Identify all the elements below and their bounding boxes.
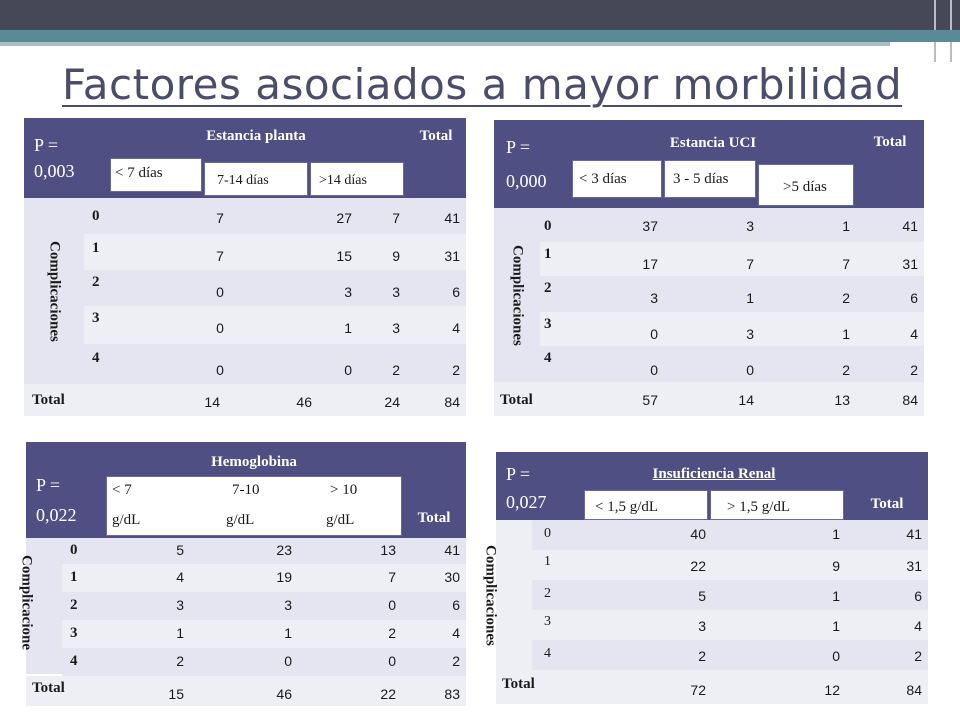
col-header-line1: > 10 [330, 482, 358, 498]
col-header-line1: 7-10 [232, 482, 260, 498]
cell-value: 0 [344, 362, 352, 378]
total-header: Total [402, 442, 466, 538]
cell-value: 7 [216, 248, 224, 264]
cell-value: 7 [842, 256, 850, 272]
cell-value: 31 [444, 248, 460, 264]
row-key: 1 [544, 554, 551, 569]
row-key: 2 [92, 274, 100, 290]
table-row [532, 520, 928, 550]
p-value: 0,000 [506, 171, 547, 191]
cell-value: 6 [910, 290, 918, 306]
cell-value: 6 [452, 597, 460, 613]
table-row [532, 640, 928, 670]
row-group-label: Complicaciones [482, 544, 499, 646]
cell-value: 1 [832, 526, 840, 542]
col-header: 3 - 5 días [664, 160, 756, 198]
table-insuficiencia-renal [482, 452, 928, 704]
row-key: 0 [70, 542, 78, 558]
table-row [62, 620, 466, 648]
total-row [24, 384, 466, 416]
table-row [540, 242, 924, 276]
cell-value: 1 [344, 320, 352, 336]
row-key: 2 [544, 280, 552, 296]
col-header: < 7 días [110, 158, 202, 192]
cell-value: 0 [832, 648, 840, 664]
total-value: 46 [296, 394, 312, 410]
cell-value: 22 [690, 558, 706, 574]
cell-value: 9 [832, 558, 840, 574]
table-row [62, 538, 466, 564]
p-label: P = [36, 475, 60, 495]
total-value: 84 [906, 682, 922, 698]
cell-value: 1 [176, 625, 184, 641]
p-label: P = [506, 464, 530, 484]
total-value: 12 [824, 682, 840, 698]
cell-value: 2 [176, 653, 184, 669]
table-row [84, 270, 466, 306]
row-key: 3 [544, 316, 552, 332]
total-value: 24 [384, 394, 400, 410]
row-key: 2 [544, 586, 551, 601]
cell-value: 0 [650, 362, 658, 378]
total-header: Total [406, 118, 466, 198]
total-row [494, 382, 924, 416]
cell-value: 2 [392, 362, 400, 378]
total-row [26, 676, 466, 706]
total-row [496, 670, 928, 704]
total-row-label: Total [500, 392, 533, 408]
cell-value: 3 [746, 218, 754, 234]
p-value: 0,022 [36, 505, 77, 525]
col-header: >14 días [310, 162, 404, 196]
cell-value: 27 [336, 210, 352, 226]
cell-value: 31 [906, 558, 922, 574]
table-row [62, 592, 466, 620]
cell-value: 3 [392, 320, 400, 336]
cell-value: 13 [380, 542, 396, 558]
slide-top-bar [0, 0, 960, 30]
row-key: 2 [70, 597, 78, 613]
table-row [62, 648, 466, 676]
cell-value: 4 [176, 569, 184, 585]
col-header: 7-14 días [204, 162, 308, 196]
total-value: 14 [738, 392, 754, 408]
table-estancia-planta [24, 118, 466, 416]
group-header: Insuficiencia Renal [582, 452, 846, 486]
table-row [84, 234, 466, 270]
row-key: 4 [70, 653, 78, 669]
row-key: 4 [92, 350, 100, 366]
cell-value: 37 [642, 218, 658, 234]
table-row [84, 344, 466, 384]
cell-value: 1 [832, 618, 840, 634]
table-hemoglobina [18, 442, 466, 706]
cell-value: 5 [176, 542, 184, 558]
cell-value: 2 [388, 625, 396, 641]
row-group-label: Complicaciones [494, 208, 540, 382]
col-header-line2: g/dL [112, 512, 141, 528]
total-value: 14 [204, 394, 220, 410]
col-header: < 3 días [572, 160, 662, 198]
row-key: 1 [544, 246, 552, 262]
table-row [540, 346, 924, 382]
cell-value: 2 [452, 362, 460, 378]
total-value: 72 [690, 682, 706, 698]
total-row-label: Total [32, 392, 65, 408]
row-key: 0 [544, 218, 552, 234]
cell-value: 19 [276, 569, 292, 585]
table-row [532, 610, 928, 640]
total-header: Total [846, 452, 928, 520]
p-label: P = [34, 135, 58, 155]
cell-value: 2 [452, 653, 460, 669]
p-value-cell [494, 120, 570, 208]
cell-value: 3 [746, 326, 754, 342]
cell-value: 41 [906, 526, 922, 542]
cell-value: 40 [690, 526, 706, 542]
cell-value: 7 [392, 210, 400, 226]
total-header: Total [856, 120, 924, 208]
total-value: 84 [902, 392, 918, 408]
cell-value: 7 [216, 210, 224, 226]
cell-value: 0 [650, 326, 658, 342]
cell-value: 0 [388, 597, 396, 613]
cell-value: 3 [176, 597, 184, 613]
row-key: 0 [92, 208, 100, 224]
row-key: 3 [544, 614, 551, 629]
cell-value: 1 [842, 326, 850, 342]
cell-value: 23 [276, 542, 292, 558]
cell-value: 3 [392, 284, 400, 300]
total-value: 46 [276, 686, 292, 702]
cell-value: 0 [216, 320, 224, 336]
col-header-line2: g/dL [226, 512, 255, 528]
cell-value: 4 [914, 618, 922, 634]
p-value-cell [26, 442, 106, 538]
total-value: 83 [444, 686, 460, 702]
table-row [540, 276, 924, 312]
table-row [540, 208, 924, 242]
total-row-label: Total [32, 680, 65, 696]
cell-value: 3 [344, 284, 352, 300]
p-value-cell [496, 452, 582, 520]
cell-value: 0 [388, 653, 396, 669]
cell-value: 5 [698, 588, 706, 604]
row-key: 1 [92, 240, 100, 256]
cell-value: 6 [452, 284, 460, 300]
cell-value: 2 [914, 648, 922, 664]
row-group-label: Complicaciones [24, 198, 84, 384]
cell-value: 41 [902, 218, 918, 234]
cell-value: 1 [284, 625, 292, 641]
table-row [532, 550, 928, 580]
cell-value: 30 [444, 569, 460, 585]
total-row-label: Total [502, 676, 535, 692]
slide-accent-bar [0, 30, 960, 42]
cell-value: 3 [650, 290, 658, 306]
p-value-cell [24, 118, 106, 198]
group-header: Estancia UCI [570, 120, 856, 158]
cell-value: 2 [842, 290, 850, 306]
row-key: 1 [70, 569, 78, 585]
p-value: 0,027 [506, 492, 547, 512]
row-group-label: Complicacione [18, 554, 35, 650]
col-header-line2: g/dL [326, 512, 355, 528]
cell-value: 15 [336, 248, 352, 264]
table-row [532, 580, 928, 610]
row-key: 4 [544, 646, 551, 661]
cell-value: 0 [216, 362, 224, 378]
table-row [62, 564, 466, 592]
col-header: >5 días [758, 164, 854, 206]
p-value: 0,003 [34, 161, 75, 181]
table-row [540, 312, 924, 346]
cell-value: 31 [902, 256, 918, 272]
total-value: 15 [168, 686, 184, 702]
cell-value: 3 [698, 618, 706, 634]
row-key: 3 [92, 310, 100, 326]
col-header: > 1,5 g/dL [710, 490, 844, 520]
table-estancia-uci [494, 120, 924, 416]
slide-accent-line [0, 42, 890, 46]
cell-value: 2 [842, 362, 850, 378]
cell-value: 17 [642, 256, 658, 272]
cell-value: 1 [832, 588, 840, 604]
total-value: 57 [642, 392, 658, 408]
cell-value: 1 [842, 218, 850, 234]
cell-value: 41 [444, 542, 460, 558]
cell-value: 9 [392, 248, 400, 264]
cell-value: 2 [910, 362, 918, 378]
cell-value: 2 [698, 648, 706, 664]
p-label: P = [506, 137, 530, 157]
cell-value: 4 [452, 320, 460, 336]
cell-value: 7 [388, 569, 396, 585]
cell-value: 6 [914, 588, 922, 604]
cell-value: 0 [284, 653, 292, 669]
total-value: 22 [380, 686, 396, 702]
col-header-line1: < 7 [112, 482, 132, 498]
group-header: Hemoglobina [106, 442, 402, 474]
row-key: 3 [70, 625, 78, 641]
group-header: Estancia planta [106, 118, 406, 156]
table-row [84, 306, 466, 344]
row-key: 0 [544, 526, 551, 541]
total-value: 13 [834, 392, 850, 408]
col-header: < 1,5 g/dL [584, 490, 708, 520]
table-row [84, 198, 466, 234]
cell-value: 3 [284, 597, 292, 613]
row-key: 4 [544, 350, 552, 366]
cell-value: 41 [444, 210, 460, 226]
cell-value: 0 [746, 362, 754, 378]
cell-value: 7 [746, 256, 754, 272]
total-value: 84 [444, 394, 460, 410]
slide-title: Factores asociados a mayor morbilidad [62, 60, 903, 109]
cell-value: 4 [910, 326, 918, 342]
cell-value: 4 [452, 625, 460, 641]
cell-value: 0 [216, 284, 224, 300]
cell-value: 1 [746, 290, 754, 306]
